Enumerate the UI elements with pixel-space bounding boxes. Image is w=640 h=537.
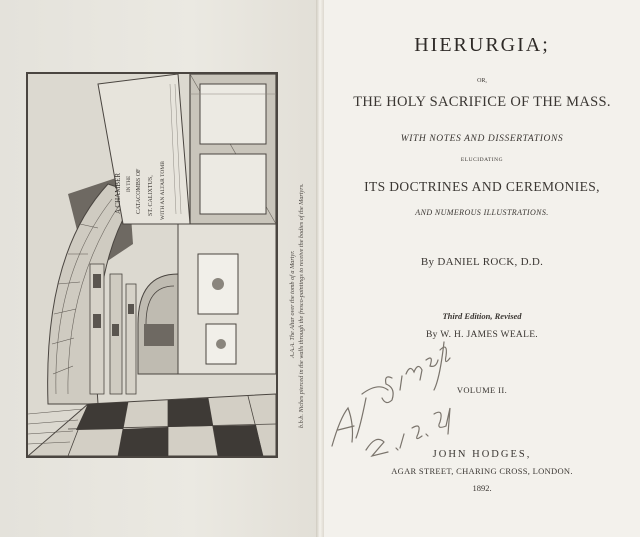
notes-line: WITH NOTES AND DISSERTATIONS (400, 134, 564, 144)
publisher-line: JOHN HODGES, (432, 449, 532, 460)
or-connector: OR, (477, 78, 487, 84)
plate-inscription-1: A CHAMBER (114, 172, 122, 214)
book-gutter (316, 0, 324, 537)
elucidating-line: ELUCIDATING (460, 157, 504, 163)
catacomb-engraving (26, 72, 278, 458)
edition-line: Third Edition, Revised (442, 311, 522, 321)
engraving-illustration (28, 74, 276, 456)
plate-inscription-3: CATACOMBS OF (136, 168, 142, 214)
plate-inscription-2: IN THE (127, 175, 132, 192)
caption-line-1: A.A.A. The Altar over the tomb of a Martyr. (289, 250, 296, 358)
book-subtitle: THE HOLY SACRIFICE OF THE MASS. (353, 94, 611, 110)
book-title: HIERURGIA; (414, 34, 550, 56)
plate-inscription-4: ST. CALIXTUS, (148, 175, 154, 216)
handwritten-inscription (326, 338, 456, 458)
reviser-line: By W. H. JAMES WEALE. (426, 330, 538, 340)
frontispiece-caption (281, 88, 311, 448)
author-line: By DANIEL ROCK, D.D. (420, 256, 544, 268)
caption-line-2: b.b.b. Niches pierced in the walls through the fresco-paintings to receive the bodies of the Martyrs. (298, 183, 305, 428)
year-line: 1892. (472, 483, 492, 493)
illustrations-line: AND NUMEROUS ILLUSTRATIONS. (415, 208, 549, 217)
plate-inscription-5: WITH AN ALTAR TOMB (160, 161, 166, 220)
volume-line: VOLUME II. (456, 385, 508, 395)
doctrines-line: ITS DOCTRINES AND CEREMONIES, (364, 179, 600, 194)
address-line: AGAR STREET, CHARING CROSS, LONDON. (391, 466, 573, 476)
frontispiece-page (0, 0, 318, 537)
